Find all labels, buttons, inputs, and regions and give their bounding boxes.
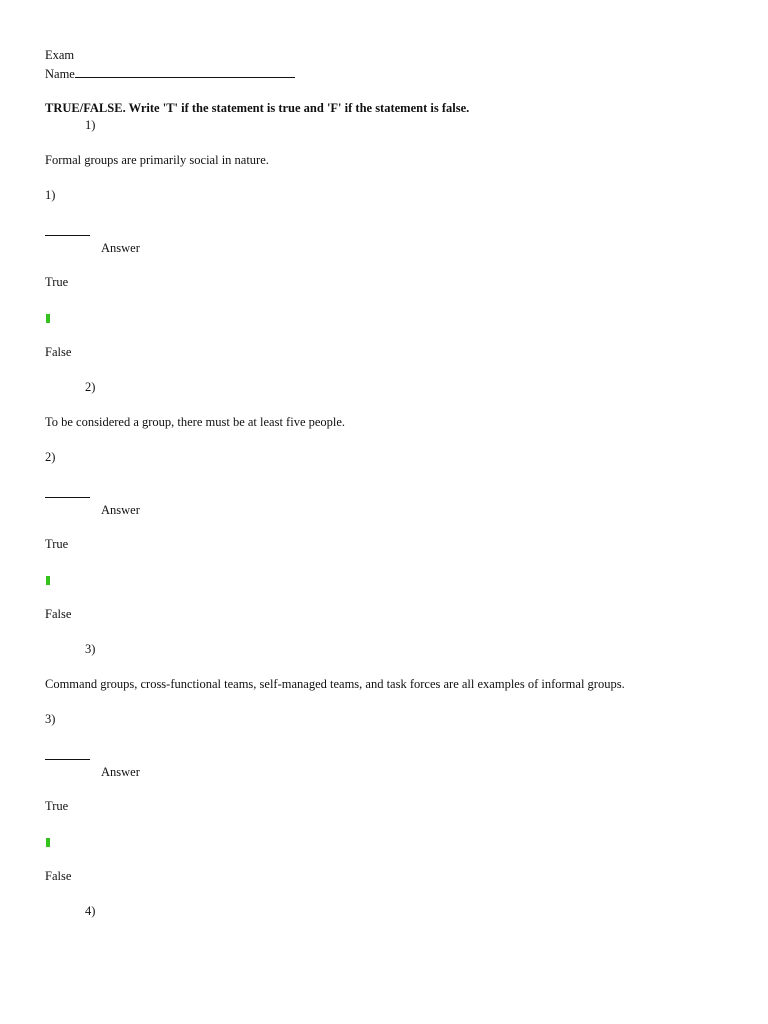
answer-blank-line	[45, 235, 90, 236]
exam-label: Exam	[45, 48, 75, 62]
answer-label: Answer	[101, 241, 140, 255]
question-number: 2)	[85, 380, 96, 394]
question-number: 1)	[85, 118, 96, 132]
name-field	[45, 65, 295, 82]
question-number-repeat: 1)	[45, 188, 56, 202]
correct-answer-marker	[46, 314, 50, 323]
question-text: Formal groups are primarily social in nature.	[45, 153, 269, 167]
question-number-repeat: 2)	[45, 450, 56, 464]
question-number: 3)	[85, 642, 96, 656]
question-text: Command groups, cross-functional teams, self-managed teams, and task forces are all examples of informal groups.	[45, 677, 625, 691]
answer-label: Answer	[101, 765, 140, 779]
correct-answer-marker	[46, 838, 50, 847]
option-true[interactable]: True	[45, 799, 69, 813]
option-false[interactable]: False	[45, 607, 72, 621]
correct-answer-marker	[46, 576, 50, 585]
instructions: TRUE/FALSE. Write 'T' if the statement is true and 'F' if the statement is false.	[45, 101, 470, 115]
name-label: Name	[45, 67, 75, 81]
option-false[interactable]: False	[45, 345, 72, 359]
answer-blank-line	[45, 759, 90, 760]
answer-label: Answer	[101, 503, 140, 517]
option-false[interactable]: False	[45, 869, 72, 883]
name-blank-line	[75, 65, 295, 78]
question-number: 4)	[85, 904, 96, 918]
question-number-repeat: 3)	[45, 712, 56, 726]
question-text: To be considered a group, there must be at least five people.	[45, 415, 346, 429]
answer-blank-line	[45, 497, 90, 498]
option-true[interactable]: True	[45, 275, 69, 289]
option-true[interactable]: True	[45, 537, 69, 551]
